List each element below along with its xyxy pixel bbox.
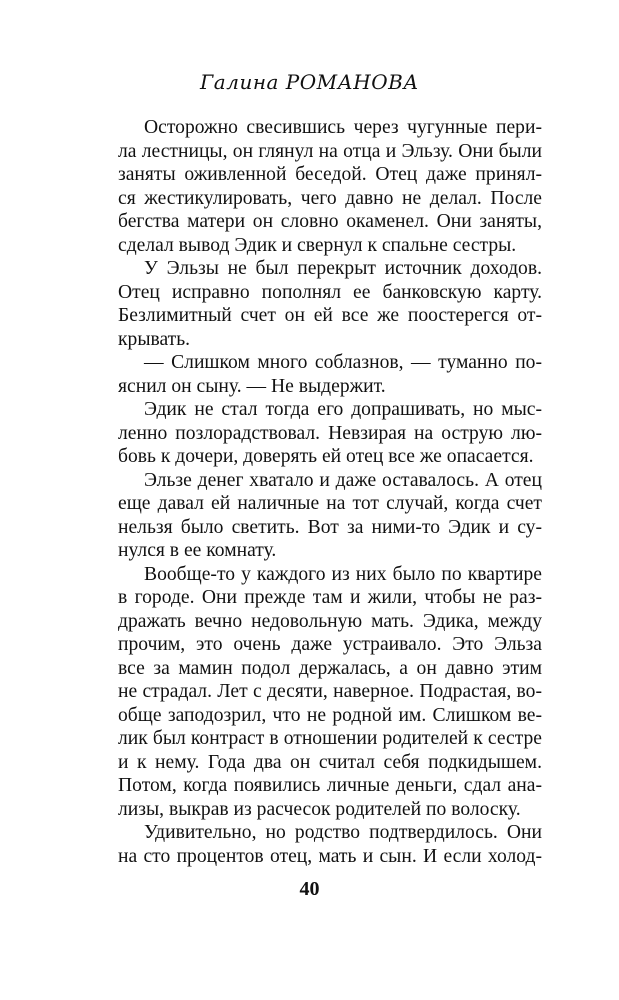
- text-line: бегства матери он словно окаменел. Они заняты,: [118, 211, 542, 232]
- page-number: 40: [299, 878, 320, 900]
- text-line: Безлимитный счет он ей все же поостерегся от-: [118, 305, 542, 326]
- text-line: — Слишком много соблазнов, — туманно по-: [144, 352, 542, 373]
- text-line: нулся в ее комнату.: [118, 540, 277, 561]
- text-line: Потом, когда появились личные деньги, сдал ана-: [118, 775, 542, 796]
- text-line: яснил он сыну. — Не выдержит.: [118, 375, 386, 397]
- body-text: [118, 116, 542, 868]
- text-line: ла лестницы, он глянул на отца и Эльзу. Они были: [118, 140, 542, 162]
- text-line: ленно позлорадствовал. Невзирая на острую лю-: [118, 422, 542, 444]
- text-line: обще заподозрил, что не родной им. Слишком ве-: [118, 704, 542, 726]
- text-line: заняты оживленной беседой. Отец даже принял-: [118, 164, 542, 185]
- text-line: на сто процентов отец, мать и сын. И если холод-: [118, 845, 542, 867]
- text-line: Удивительно, но родство подтвердилось. Они: [144, 822, 542, 843]
- text-line: и к нему. Года два он считал себя подкидышем.: [118, 751, 542, 773]
- text-line: все за мамин подол держалась, а он давно этим: [118, 657, 542, 679]
- text-line: бовь к дочери, доверять ей отец все же опасается.: [118, 446, 534, 467]
- text-line: Вообще-то у каждого из них было по квартире: [144, 563, 542, 585]
- text-line: Осторожно свесившись через чугунные пери-: [144, 117, 542, 138]
- text-line: У Эльзы не был перекрыт источник доходов.: [144, 258, 542, 279]
- text-line: не страдал. Лет с десяти, наверное. Подрастая, во-: [118, 681, 542, 702]
- text-line: Эдик не стал тогда его допрашивать, но мыс-: [144, 399, 542, 420]
- text-line: лизы, выкрав из расчесок родителей по волоску.: [118, 798, 521, 820]
- text-line: в городе. Они прежде там и жили, чтобы не раз-: [118, 587, 542, 608]
- text-line: дражать вечно недовольную мать. Эдика, между: [118, 610, 542, 632]
- text-line: лик был контраст в отношении родителей к сестре: [118, 728, 542, 749]
- running-header-author: Галина РОМАНОВА: [200, 70, 419, 94]
- text-line: Отец исправно пополнял ее банковскую карту.: [118, 281, 542, 303]
- text-line: нельзя было светить. Вот за ними-то Эдик и су-: [118, 516, 542, 538]
- text-line: еще давал ей наличные на тот случай, когда счет: [118, 493, 542, 514]
- text-line: ся жестикулировать, чего давно не делал. После: [118, 187, 542, 209]
- text-line: Эльзе денег хватало и даже оставалось. А отец: [144, 469, 542, 491]
- text-line: прочим, это очень даже устраивало. Это Эльза: [118, 634, 542, 655]
- text-line: крывать.: [118, 328, 191, 350]
- text-line: сделал вывод Эдик и свернул к спальне сестры.: [118, 234, 517, 256]
